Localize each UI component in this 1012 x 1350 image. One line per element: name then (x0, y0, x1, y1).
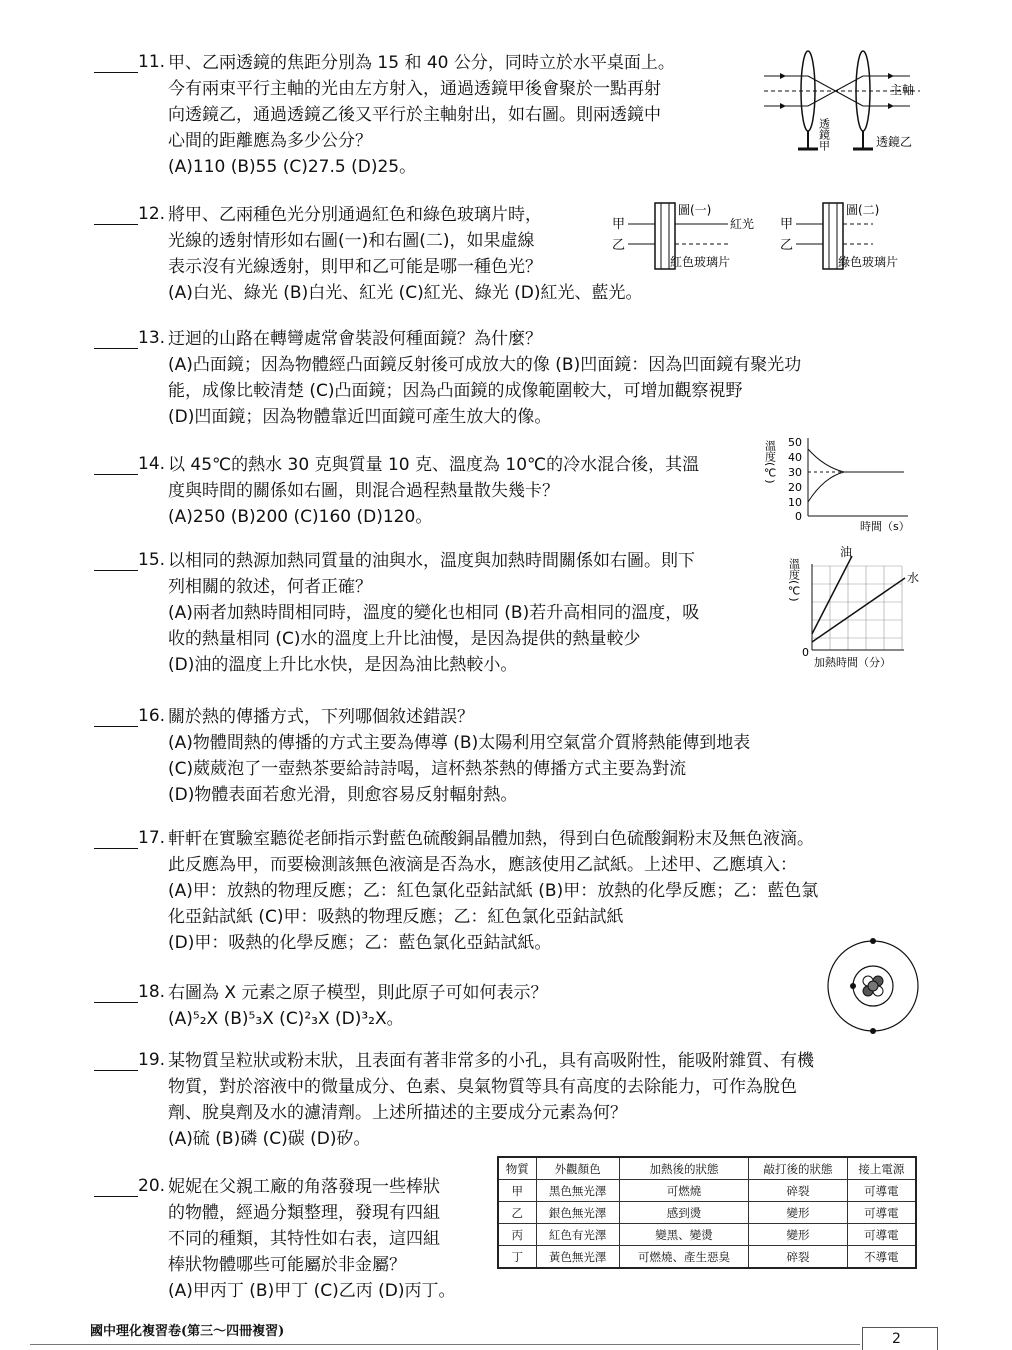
question-number: 11. (138, 52, 166, 72)
question-line: 以 45℃的熱水 30 克與質量 10 克、溫度為 10℃的冷水混合後，其溫 (168, 455, 700, 475)
heating-graph (787, 545, 930, 672)
svg-text:0: 0 (802, 646, 809, 659)
question-line: 某物質呈粒狀或粉末狀，且表面有著非常多的小孔，具有高吸附性，能吸附雜質、有機 (168, 1051, 814, 1071)
svg-text:10: 10 (788, 496, 802, 509)
color-glass-diagram (608, 200, 928, 275)
question-line: 將甲、乙兩種色光分別通過紅色和綠色玻璃片時， (168, 205, 542, 225)
question-line: (A)物體間熱的傳播的方式主要為傳導 (B)太陽利用空氣當介質將熱能傳到地表 (168, 733, 751, 753)
answer-blank[interactable] (94, 550, 138, 571)
svg-text:0: 0 (795, 510, 802, 523)
question-line: 度與時間的關係如右圖，則混合過程熱量散失幾卡？ (168, 481, 559, 501)
question-line: (A)甲：放熱的物理反應；乙：紅色氯化亞鈷試紙 (B)甲：放熱的化學反應；乙：藍色氯 (168, 881, 819, 901)
fig12-title1: 圖(一) (678, 203, 712, 217)
question-line: (A)硫 (B)磷 (C)碳 (D)矽。 (168, 1129, 371, 1149)
svg-text:甲: 甲 (780, 217, 794, 232)
oil-line (812, 556, 852, 634)
svg-text:加熱時間（分）: 加熱時間（分） (814, 656, 891, 669)
svg-text:水: 水 (907, 571, 920, 585)
question-line: 以相同的熱源加熱同質量的油與水，溫度與加熱時間關係如右圖。則下 (168, 551, 695, 571)
lens-jia-label: 透鏡甲 (817, 118, 831, 151)
question-line: (C)葳葳泡了一壺熱茶要給詩詩喝，這杯熱茶熱的傳播方式主要為對流 (168, 759, 687, 779)
svg-text:甲: 甲 (612, 217, 626, 232)
question-line: 不同的種類，其特性如右表，這四組 (168, 1229, 440, 1249)
table-row: 丙 紅色有光澤 變黑、變燙 變形 可導電 (498, 1224, 916, 1246)
answer-blank[interactable] (94, 828, 138, 849)
question-line: 光線的透射情形如右圖(一)和右圖(二)，如果虛線 (168, 231, 535, 251)
substance-table (497, 1156, 917, 1269)
question-line: (D)凹面鏡；因為物體靠近凹面鏡可產生放大的像。 (168, 407, 552, 427)
fig14-ticks (788, 436, 802, 523)
svg-text:30: 30 (788, 466, 802, 479)
question-line: 表示沒有光線透射，則甲和乙可能是哪一種色光？ (168, 257, 542, 277)
question-line: (A)兩者加熱時間相同時，溫度的變化也相同 (B)若升高相同的溫度，吸 (168, 603, 700, 623)
question-line: 棒狀物體哪些可能屬於非金屬？ (168, 1255, 406, 1275)
question-line: (A)250 (B)200 (C)160 (D)120。 (168, 507, 433, 527)
question-line: 右圖為 X 元素之原子模型，則此原子可如何表示？ (168, 983, 548, 1003)
fig14-ylabel: 溫度(℃) (763, 440, 777, 484)
lens-yi-label: 透鏡乙 (876, 135, 913, 149)
question-line: 能，成像比較清楚 (C)凸面鏡；因為凸面鏡的成像範圍較大，可增加觀察視野 (168, 381, 743, 401)
question-line: 甲、乙兩透鏡的焦距分別為 15 和 40 公分，同時立於水平桌面上。 (168, 53, 675, 73)
svg-text:紅光: 紅光 (730, 217, 755, 231)
question-line: 迂迴的山路在轉彎處常會裝設何種面鏡？為什麼？ (168, 329, 542, 349)
question-line: 軒軒在實驗室聽從老師指示對藍色硫酸銅晶體加熱，得到白色硫酸銅粉末及無色液滴。 (168, 829, 814, 849)
svg-text:綠色玻璃片: 綠色玻璃片 (838, 255, 899, 269)
main-axis-label: 主軸 (890, 83, 915, 97)
answer-blank[interactable] (94, 454, 138, 475)
question-line: (A)凸面鏡；因為物體經凸面鏡反射後可成放大的像 (B)凹面鏡：因為凹面鏡有聚光功 (168, 355, 802, 375)
question-line: 劑、脫臭劑及水的濾清劑。上述所描述的主要成分元素為何？ (168, 1103, 627, 1123)
svg-text:40: 40 (788, 451, 802, 464)
footer-divider (30, 1344, 860, 1345)
question-line: 妮妮在父親工廠的角落發現一些棒狀 (168, 1177, 440, 1197)
atom-model (826, 936, 926, 1036)
question-line: 化亞鈷試紙 (C)甲：吸熱的物理反應；乙：紅色氯化亞鈷試紙 (168, 907, 624, 927)
lens-diagram (760, 46, 930, 158)
question-line: 向透鏡乙，通過透鏡乙後又平行於主軸射出，如右圖。則兩透鏡中 (168, 105, 661, 125)
fig14-xlabel: 時間（s） (860, 520, 910, 533)
page-number: 2 (892, 1331, 901, 1347)
question-number: 12. (138, 204, 166, 224)
question-line: (A)白光、綠光 (B)白光、紅光 (C)紅光、綠光 (D)紅光、藍光。 (168, 283, 643, 303)
question-line: (A)⁵₂X (B)⁵₃X (C)²₃X (D)³₂X。 (168, 1009, 404, 1029)
svg-text:油: 油 (840, 545, 853, 559)
question-line: 關於熱的傳播方式，下列哪個敘述錯誤？ (168, 707, 474, 727)
question-line: 列相關的敘述，何者正確？ (168, 577, 372, 597)
footer-title: 國中理化複習卷(第三～四冊複習) (90, 1324, 285, 1339)
question-number: 13. (138, 328, 166, 348)
question-line: 收的熱量相同 (C)水的溫度上升比油慢，是因為提供的熱量較少 (168, 629, 641, 649)
question-line: 今有兩束平行主軸的光由左方射入，通過透鏡甲後會聚於一點再射 (168, 79, 661, 99)
svg-text:紅色玻璃片: 紅色玻璃片 (670, 255, 731, 269)
fig12-title2: 圖(二) (846, 203, 880, 217)
answer-blank[interactable] (94, 204, 138, 225)
svg-text:20: 20 (788, 481, 802, 494)
question-line: (D)物體表面若愈光滑，則愈容易反射輻射熱。 (168, 785, 518, 805)
table-row: 丁 黃色無光澤 可燃燒、產生惡臭 碎裂 不導電 (498, 1246, 916, 1269)
table-row: 乙 銀色無光澤 感到燙 變形 可導電 (498, 1202, 916, 1224)
question-line: (D)油的溫度上升比水快，是因為油比熱較小。 (168, 655, 518, 675)
svg-text:乙: 乙 (780, 238, 794, 253)
question-number: 19. (138, 1050, 166, 1070)
question-line: 此反應為甲，而要檢測該無色液滴是否為水，應該使用乙試紙。上述甲、乙應填入： (168, 855, 797, 875)
table-row: 甲 黑色無光澤 可燃燒 碎裂 可導電 (498, 1180, 916, 1202)
answer-blank[interactable] (94, 328, 138, 349)
question-number: 15. (138, 550, 166, 570)
answer-blank[interactable] (94, 706, 138, 727)
question-line: 物質，對於溶液中的微量成分、色素、臭氣物質等具有高度的去除能力，可作為脫色 (168, 1077, 797, 1097)
svg-text:乙: 乙 (612, 238, 626, 253)
question-line: (A)甲丙丁 (B)甲丁 (C)乙丙 (D)丙丁。 (168, 1281, 456, 1301)
svg-text:50: 50 (788, 436, 802, 449)
answer-blank[interactable] (94, 52, 138, 73)
svg-text:溫度(℃): 溫度(℃) (787, 558, 801, 602)
question-number: 14. (138, 454, 166, 474)
question-number: 20. (138, 1176, 166, 1196)
mixing-temperature-graph (764, 432, 924, 534)
question-number: 16. (138, 706, 166, 726)
question-line: (D)甲：吸熱的化學反應；乙：藍色氯化亞鈷試紙。 (168, 933, 552, 953)
question-number: 17. (138, 828, 166, 848)
question-line: (A)110 (B)55 (C)27.5 (D)25。 (168, 157, 417, 177)
question-line: 心間的距離應為多少公分？ (168, 131, 372, 151)
answer-blank[interactable] (94, 982, 138, 1003)
answer-blank[interactable] (94, 1050, 138, 1071)
water-line (812, 578, 905, 642)
question-line: 的物體，經過分類整理，發現有四組 (168, 1203, 440, 1223)
table-header-row: 物質 外觀顏色 加熱後的狀態 敲打後的狀態 接上電源 (498, 1157, 916, 1180)
answer-blank[interactable] (94, 1176, 138, 1197)
question-number: 18. (138, 982, 166, 1002)
